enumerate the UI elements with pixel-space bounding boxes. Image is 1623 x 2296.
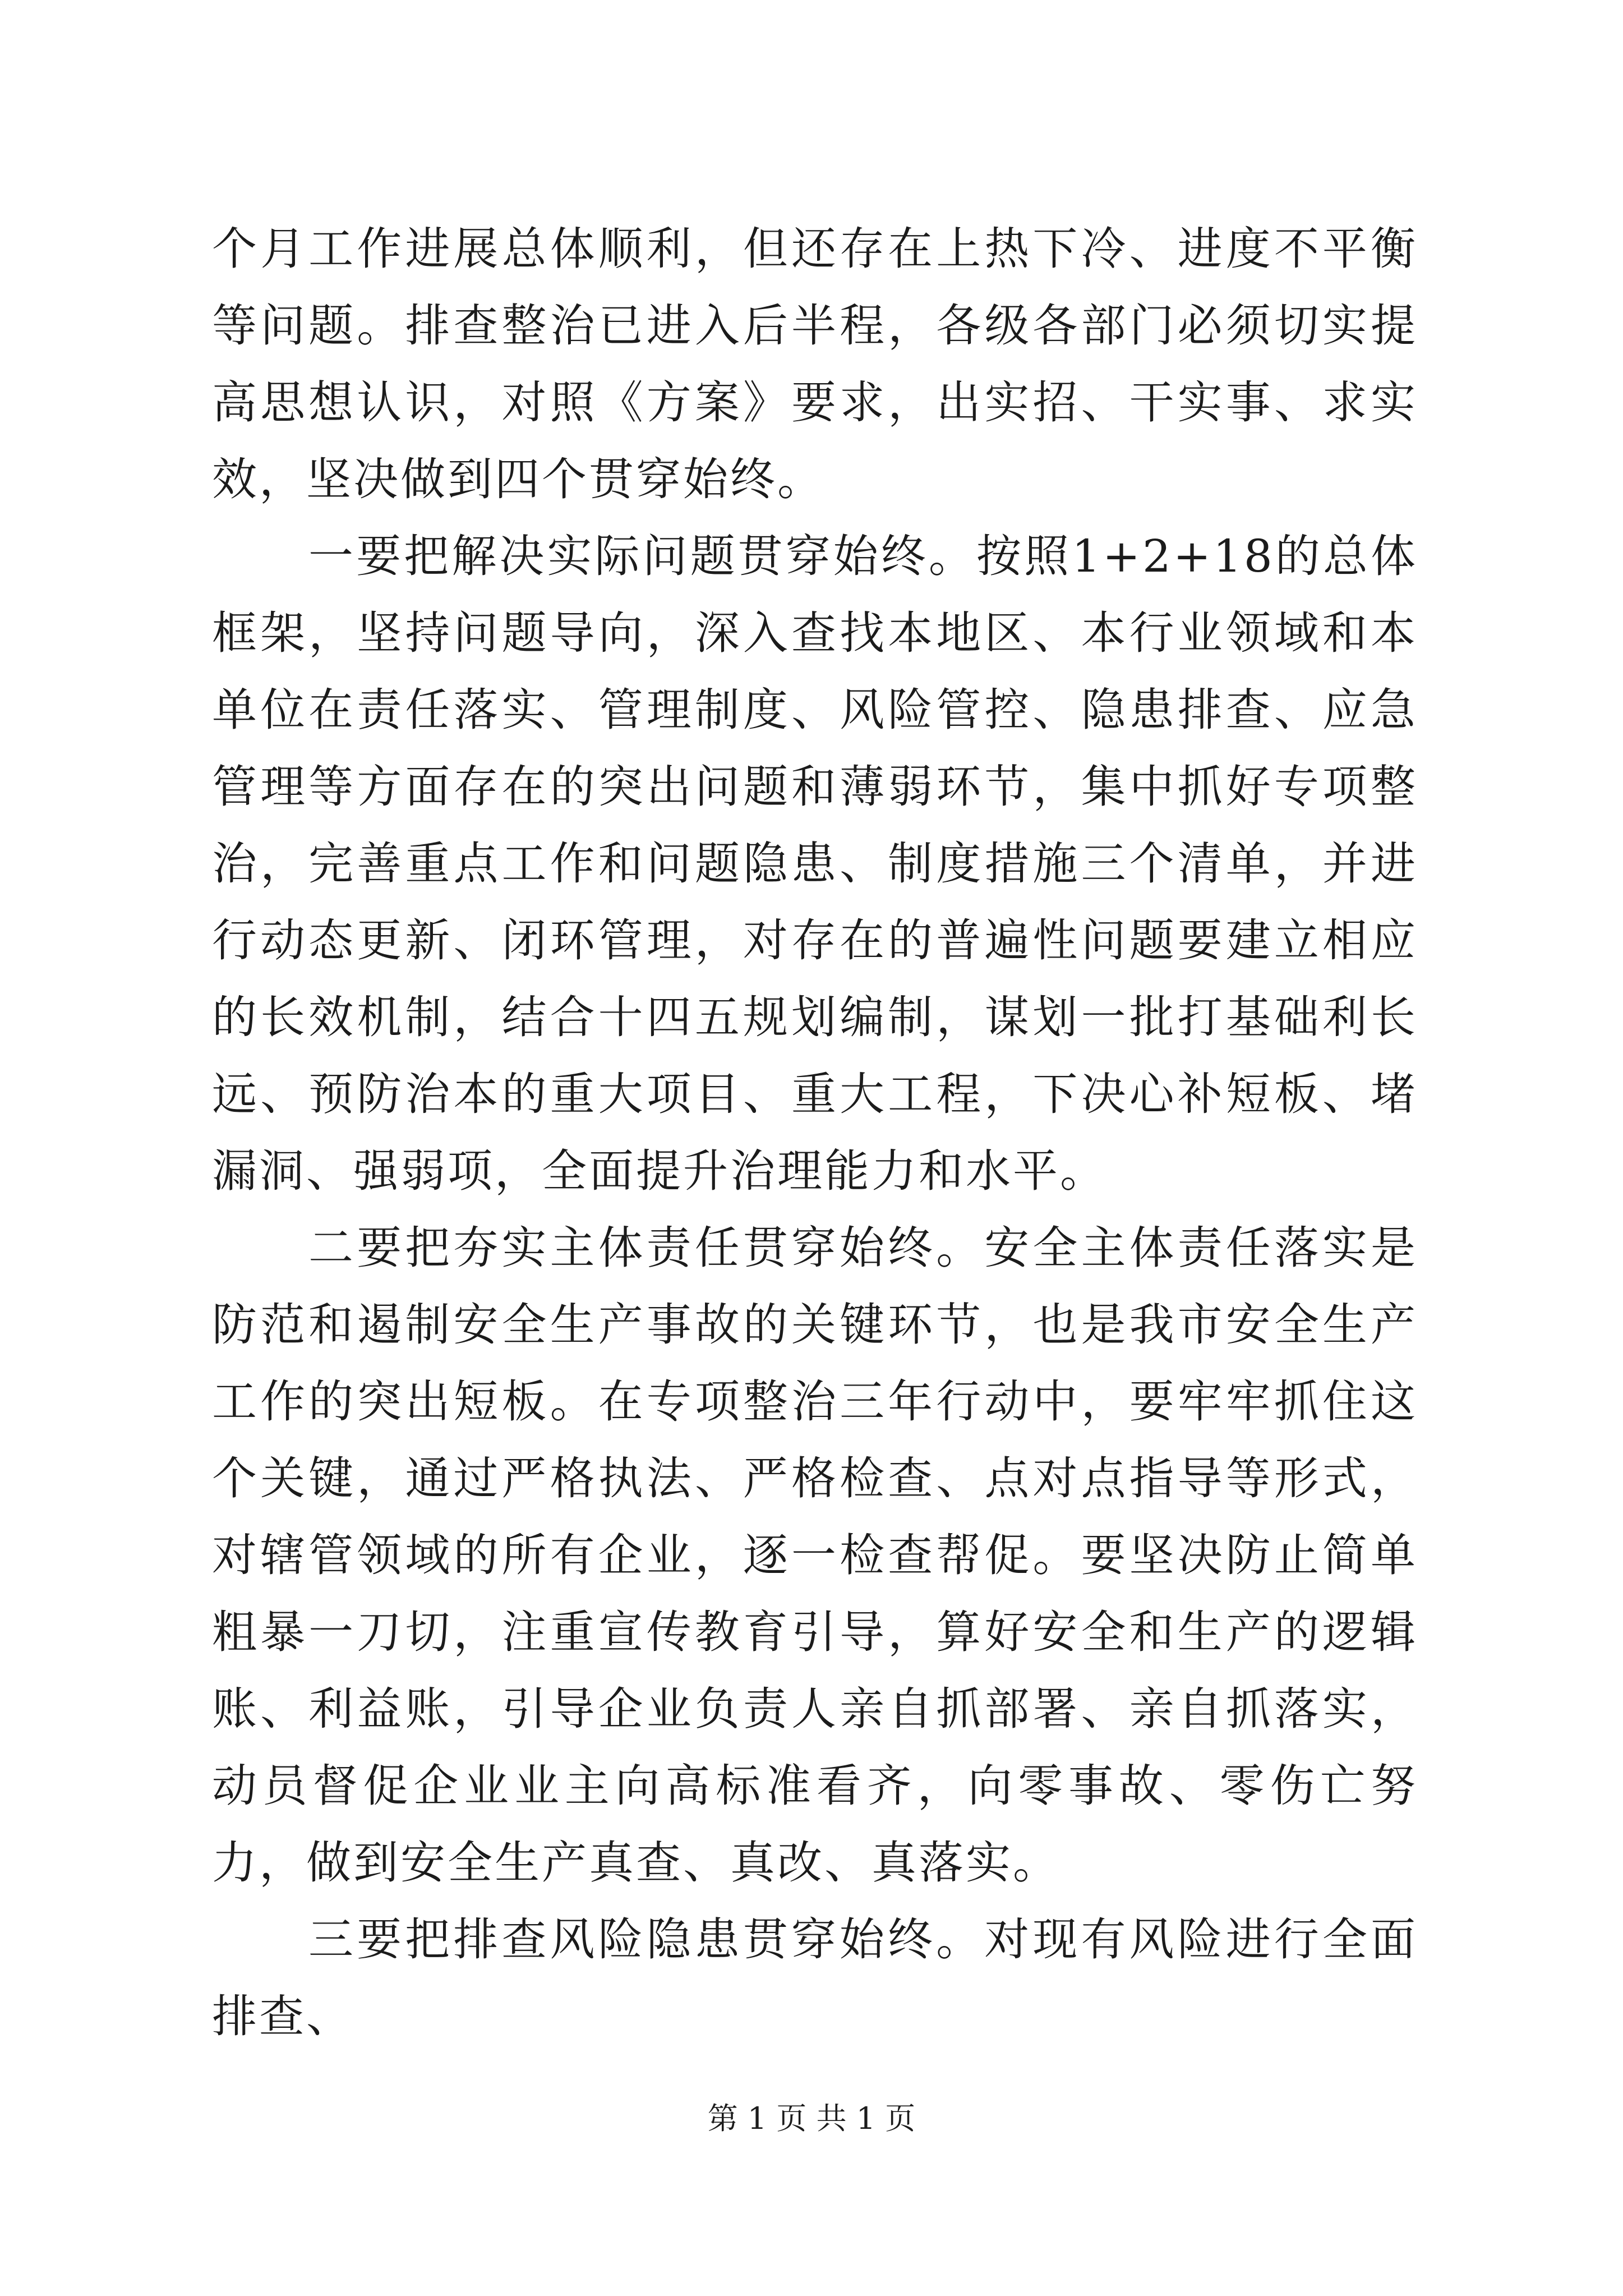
document-body [212, 210, 1418, 2055]
paragraph-point-three: 三要把排查风险隐患贯穿始终。对现有风险进行全面排查、 [212, 1913, 1418, 2042]
paragraph-continuation: 个月工作进展总体顺利，但还存在上热下冷、进度不平衡等问题。排查整治已进入后半程，各级各部门必须切实提高思想认识，对照《方案》要求，出实招、干实事、求实效，坚决做到四个贯穿始终。 [212, 223, 1418, 505]
paragraph-point-one: 一要把解决实际问题贯穿始终。按照1+2+18的总体框架，坚持问题导向，深入查找本地区、本行业领域和本单位在责任落实、管理制度、风险管控、隐患排查、应急管理等方面存在的突出问题和薄弱环节，集中抓好专项整治，完善重点工作和问题隐患、制度措施三个清单，并进行动态更新、闭环管理，对存在的普遍性问题要建立相应的长效机制，结合十四五规划编制，谋划一批打基础利长远、预防治本的重大项目、重大工程，下决心补短板、堵漏洞、强弱项，全面提升治理能力和水平。 [212, 530, 1418, 1197]
paragraph-point-two: 二要把夯实主体责任贯穿始终。安全主体责任落实是防范和遏制安全生产事故的关键环节，也是我市安全生产工作的突出短板。在专项整治三年行动中，要牢牢抓住这个关键，通过严格执法、严格检查、点对点指导等形式，对辖管领域的所有企业，逐一检查帮促。要坚决防止简单粗暴一刀切，注重宣传教育引导，算好安全和生产的逻辑账、利益账，引导企业负责人亲自抓部署、亲自抓落实，动员督促企业业主向高标准看齐，向零事故、零伤亡努力，做到安全生产真查、真改、真落实。 [212, 1222, 1418, 1889]
page-number-footer: 第 1 页 共 1 页 [707, 2101, 916, 2136]
